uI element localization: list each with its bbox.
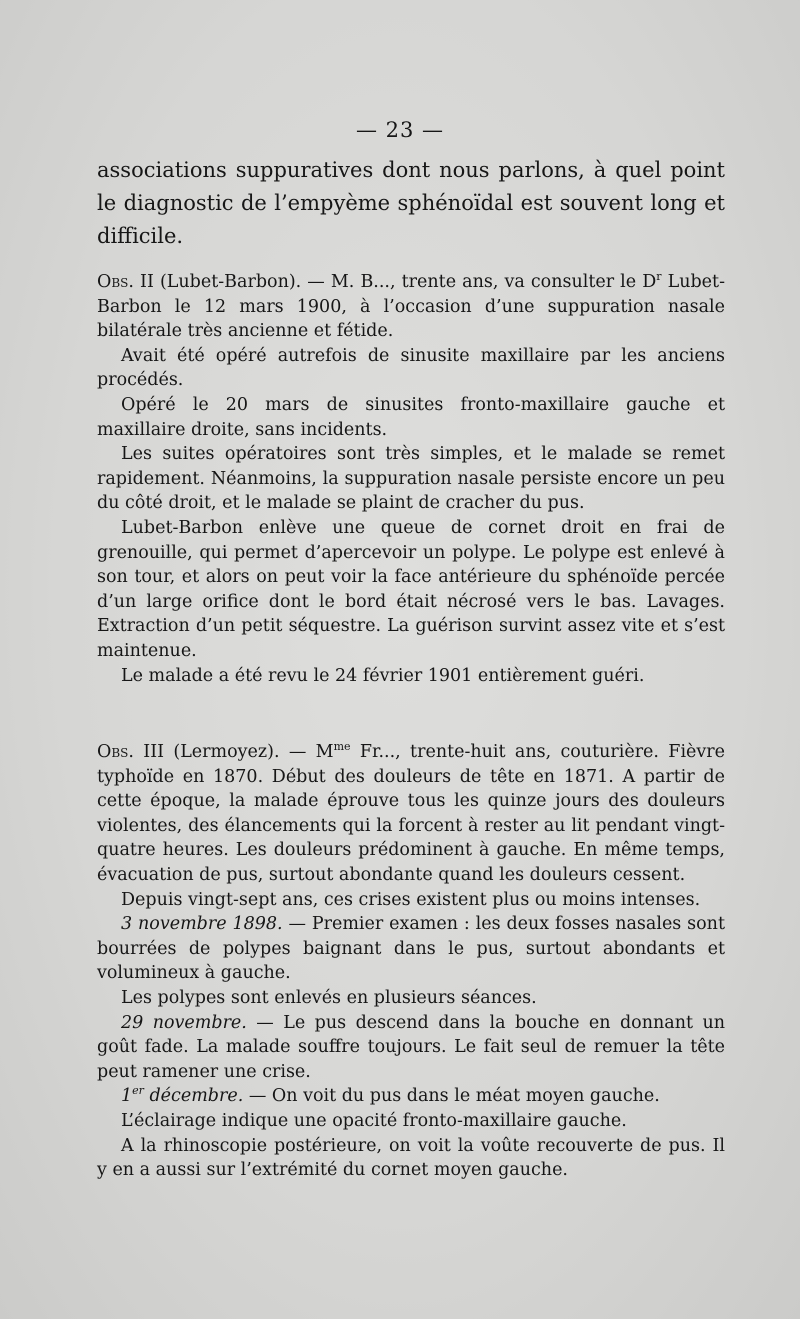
observation-3	[97, 740, 725, 1183]
obs2-dr: D	[642, 272, 657, 292]
obs3-date2: 29 novembre.	[121, 1012, 247, 1033]
obs2-paragraph: Lubet-Barbon enlève une queue de cornet droit en frai de grenouille, qui permet d’apercevoir un polype. Le polype est enlevé à son tour, et alors on peut voir la face antérieure du sphénoïde percée d’un large orifice dont le bord était nécrosé vers le bas. Lavages. Extraction d’un petit séquestre. La guérison survint assez vite et s’est maintenue.	[97, 517, 725, 661]
obs3-label: Obs. III	[97, 742, 165, 762]
obs2-paragraph: Avait été opéré autrefois de sinusite maxillaire par les anciens procédés.	[97, 345, 725, 391]
obs3-date3-sup: er	[132, 1084, 144, 1098]
obs3-date2-text: — Le pus descend dans la bouche en donnant un goût fade. La malade souffre toujours. Le fait seul de remuer la tête peut ramener une crise.	[97, 1012, 725, 1082]
obs2-intro-rest: Lubet-Barbon le 12 mars 1900, à l’occasion d’une suppuration nasale bilatérale très ancienne et fétide.	[97, 272, 725, 342]
obs2-paragraph: Les suites opératoires sont très simples, et le malade se remet rapidement. Néanmoins, la suppuration nasale persiste encore un peu du côté droit, et le malade se plaint de cracher du pus.	[97, 444, 725, 514]
lead-paragraph: associations suppuratives dont nous parlons, à quel point le diagnostic de l’empyème sphénoïdal est souvent long et difficile.	[97, 158, 725, 248]
page-number: — 23 —	[355, 118, 445, 142]
obs3-paragraph-date1	[97, 912, 725, 986]
obs3-intro	[97, 740, 725, 888]
obs2-dr-sup: r	[656, 270, 662, 284]
obs3-paragraph-rhino: A la rhinoscopie postérieure, on voit la voûte recouverte de pus. Il y en a aussi sur l’extrémité du cornet moyen gauche.	[97, 1135, 725, 1181]
obs3-paragraph-polypes: Les polypes sont enlevés en plusieurs séances.	[121, 987, 537, 1008]
obs3-date1-text: — Premier examen : les deux fosses nasales sont bourrées de polypes baignant dans le pus, surtout abondants et volumineux à gauche.	[97, 914, 725, 984]
obs2-paragraph: Le malade a été revu le 24 février 1901 entièrement guéri.	[121, 665, 645, 686]
obs2-intro	[97, 270, 725, 344]
obs2-label: Obs. II	[97, 272, 154, 292]
obs3-date3-num: 1	[121, 1086, 133, 1107]
lead-paragraph-block	[97, 154, 725, 253]
obs3-author: (Lermoyez). — M	[164, 742, 334, 762]
obs3-paragraph-eclairage: L’éclairage indique une opacité fronto-maxillaire gauche.	[121, 1110, 627, 1131]
obs3-date3-word: décembre.	[143, 1086, 244, 1107]
observation-2	[97, 270, 725, 688]
obs3-date1: 3 novembre 1898.	[121, 914, 283, 935]
obs2-author: (Lubet-Barbon). — M. B..., trente ans, va consulter le	[153, 272, 643, 292]
obs3-intro-rest: Fr..., trente-huit ans, couturière. Fièvre typhoïde en 1870. Début des douleurs de tête en 1871. A partir de cette époque, la malade éprouve tous les quinze jours des douleurs violentes, des élancements qui la forcent à rester au lit pendant vingt-quatre heures. Les douleurs prédominent à gauche. En même temps, évacuation de pus, surtout abondante quand les douleurs cessent.	[97, 742, 726, 885]
obs3-paragraph-date2	[97, 1011, 725, 1085]
obs3-date3-text: — On voit du pus dans le méat moyen gauche.	[243, 1086, 660, 1107]
obs2-paragraph: Opéré le 20 mars de sinusites fronto-maxillaire gauche et maxillaire droite, sans incidents.	[97, 394, 725, 440]
obs3-mme-sup: me	[333, 740, 351, 754]
obs3-paragraph-crises: Depuis vingt-sept ans, ces crises existent plus ou moins intenses.	[121, 889, 701, 910]
obs3-paragraph-date3	[97, 1084, 725, 1109]
